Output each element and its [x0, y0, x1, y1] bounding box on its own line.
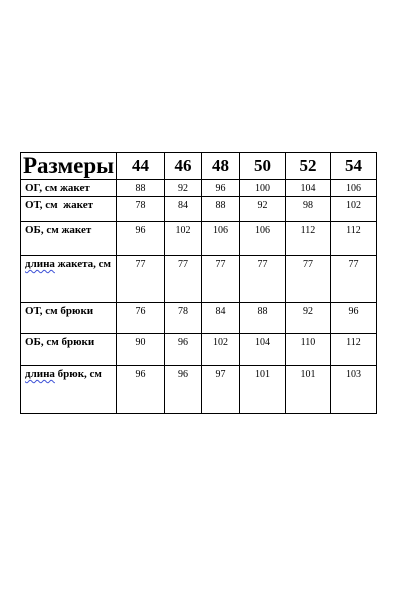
size-chart-table [20, 152, 377, 414]
table-cell: 101 [240, 366, 286, 414]
table-cell: 104 [240, 334, 286, 366]
table-row [21, 256, 377, 303]
row-label [21, 222, 117, 256]
table-row [21, 197, 377, 222]
row-label [21, 366, 117, 414]
table-cell: 96 [117, 366, 165, 414]
table-row [21, 334, 377, 366]
row-label-text: жакета, см [54, 258, 112, 270]
table-cell: 78 [117, 197, 165, 222]
table-cell: 88 [117, 180, 165, 197]
row-label-word: длина [25, 258, 55, 270]
table-row [21, 303, 377, 334]
table-cell: 76 [117, 303, 165, 334]
table-cell: 96 [165, 334, 202, 366]
sizes-header-label: Размеры [21, 153, 117, 180]
table-cell: 77 [202, 256, 240, 303]
row-label [21, 180, 117, 197]
table-cell: 92 [240, 197, 286, 222]
size-44-header: 44 [117, 153, 165, 180]
row-label [21, 334, 117, 366]
row-label-text: ОБ, см брюки [25, 336, 95, 348]
table-cell: 88 [202, 197, 240, 222]
table-cell: 112 [331, 222, 377, 256]
table-cell: 112 [331, 334, 377, 366]
table-cell: 100 [240, 180, 286, 197]
table-cell: 112 [286, 222, 331, 256]
row-label-text: ОТ, см жакет [25, 199, 93, 211]
table-cell: 92 [165, 180, 202, 197]
table-cell: 77 [286, 256, 331, 303]
header-row [21, 153, 377, 180]
table-cell: 106 [240, 222, 286, 256]
table-cell: 102 [165, 222, 202, 256]
row-label-text: ОТ, см брюки [25, 305, 94, 317]
size-54-header: 54 [331, 153, 377, 180]
table-row [21, 366, 377, 414]
row-label-text: ОГ, см жакет [25, 182, 90, 194]
table-row [21, 222, 377, 256]
table-cell: 84 [202, 303, 240, 334]
table-cell: 101 [286, 366, 331, 414]
table-cell: 96 [165, 366, 202, 414]
row-label [21, 303, 117, 334]
row-label-text: ОБ, см жакет [25, 224, 92, 236]
table-cell: 92 [286, 303, 331, 334]
table-cell: 77 [117, 256, 165, 303]
table-cell: 97 [202, 366, 240, 414]
table-cell: 104 [286, 180, 331, 197]
size-50-header: 50 [240, 153, 286, 180]
table-cell: 103 [331, 366, 377, 414]
table-cell: 102 [331, 197, 377, 222]
table-row [21, 180, 377, 197]
row-label [21, 197, 117, 222]
table-cell: 106 [331, 180, 377, 197]
table-cell: 90 [117, 334, 165, 366]
size-46-header: 46 [165, 153, 202, 180]
table-cell: 106 [202, 222, 240, 256]
size-52-header: 52 [286, 153, 331, 180]
table-cell: 96 [202, 180, 240, 197]
table-cell: 110 [286, 334, 331, 366]
table-cell: 77 [331, 256, 377, 303]
table-cell: 102 [202, 334, 240, 366]
table-cell: 77 [165, 256, 202, 303]
size-48-header: 48 [202, 153, 240, 180]
table-cell: 96 [331, 303, 377, 334]
row-label [21, 256, 117, 303]
table-cell: 98 [286, 197, 331, 222]
row-label-text: брюк, см [54, 368, 102, 380]
table-cell: 84 [165, 197, 202, 222]
row-label-word: длина [25, 368, 55, 380]
table-cell: 77 [240, 256, 286, 303]
table-cell: 78 [165, 303, 202, 334]
table-cell: 88 [240, 303, 286, 334]
table-cell: 96 [117, 222, 165, 256]
